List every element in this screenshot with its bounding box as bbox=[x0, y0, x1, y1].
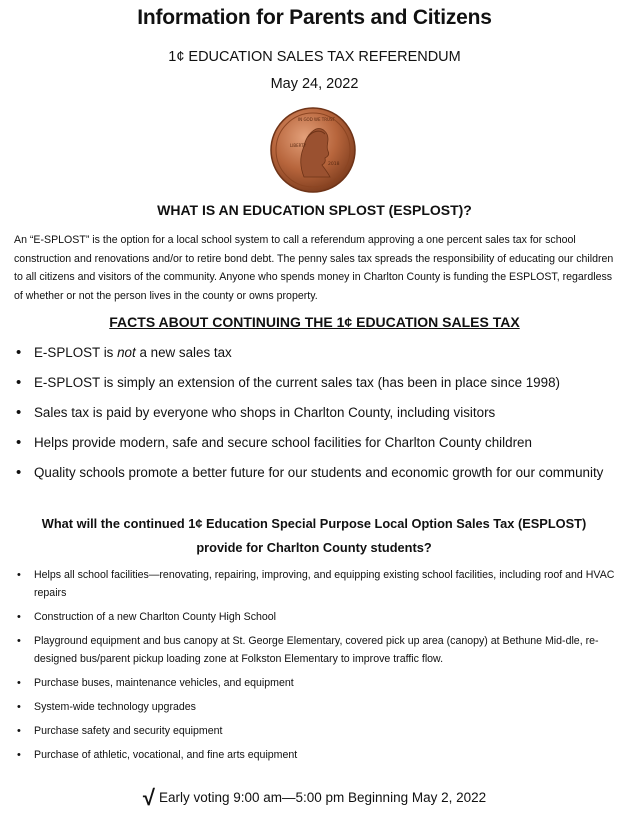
svg-text:LIBERTY: LIBERTY bbox=[290, 143, 307, 148]
provide-list bbox=[16, 566, 616, 770]
page-title: Information for Parents and Citizens bbox=[137, 6, 492, 29]
provide-heading: What will the continued 1¢ Education Special Purpose Local Option Sales Tax (ESPLOST) provide for Charlton County students? bbox=[41, 516, 587, 555]
facts-list bbox=[16, 342, 616, 492]
early-voting-note: √ Early voting 9:00 am—5:00 pm Beginning May 2, 2022 bbox=[142, 785, 487, 810]
referendum-subtitle: 1¢ EDUCATION SALES TAX REFERENDUM bbox=[168, 49, 461, 65]
list-item: • Sales tax is paid by everyone who shops in Charlton County, including visitors bbox=[16, 402, 616, 424]
list-item: • Helps all school facilities—renovating, repairing, improving, and equipping existing school facilities, including roof and HVAC repairs bbox=[16, 566, 616, 602]
penny-coin-image bbox=[270, 107, 356, 193]
list-item: • Playground equipment and bus canopy at St. George Elementary, covered pick up area (canopy) at Bethune Mid-dle, re-designed bus/parent pickup loading zone at Folkston Elementary to improve traffic flow. bbox=[16, 632, 616, 668]
facts-heading: FACTS ABOUT CONTINUING THE 1¢ EDUCATION SALES TAX bbox=[109, 314, 520, 330]
list-item: • Purchase safety and security equipment bbox=[16, 722, 616, 740]
penny-icon bbox=[270, 107, 356, 193]
what-is-paragraph: An “E-SPLOST” is the option for a local school system to call a referendum approving a one percent sales tax for school construction and renovations and/or to retire bond debt. The penny sales tax spreads the responsibility of educating our children to all citizens and visitors of the community. Anyone who spends money in Charlton County is funding the ESPLOST, regardless of whether or not the person lives in the county or owns property. bbox=[14, 234, 614, 302]
svg-text:IN GOD WE TRUST: IN GOD WE TRUST bbox=[298, 117, 335, 122]
list-item: • System-wide technology upgrades bbox=[16, 698, 616, 716]
list-item: • E-SPLOST is not a new sales tax bbox=[16, 342, 616, 364]
list-item: • Construction of a new Charlton County High School bbox=[16, 608, 616, 626]
what-is-heading: WHAT IS AN EDUCATION SPLOST (ESPLOST)? bbox=[157, 202, 472, 218]
list-item: • Purchase buses, maintenance vehicles, and equipment bbox=[16, 674, 616, 692]
list-item: • Purchase of athletic, vocational, and fine arts equipment bbox=[16, 746, 616, 764]
list-item: • Helps provide modern, safe and secure school facilities for Charlton County children bbox=[16, 432, 616, 454]
list-item: • E-SPLOST is simply an extension of the current sales tax (has been in place since 1998) bbox=[16, 372, 616, 394]
checkmark-icon: √ bbox=[142, 785, 155, 810]
svg-text:2018: 2018 bbox=[328, 162, 340, 167]
list-item: • Quality schools promote a better future for our students and economic growth for our community bbox=[16, 462, 616, 484]
referendum-date: May 24, 2022 bbox=[270, 76, 359, 92]
